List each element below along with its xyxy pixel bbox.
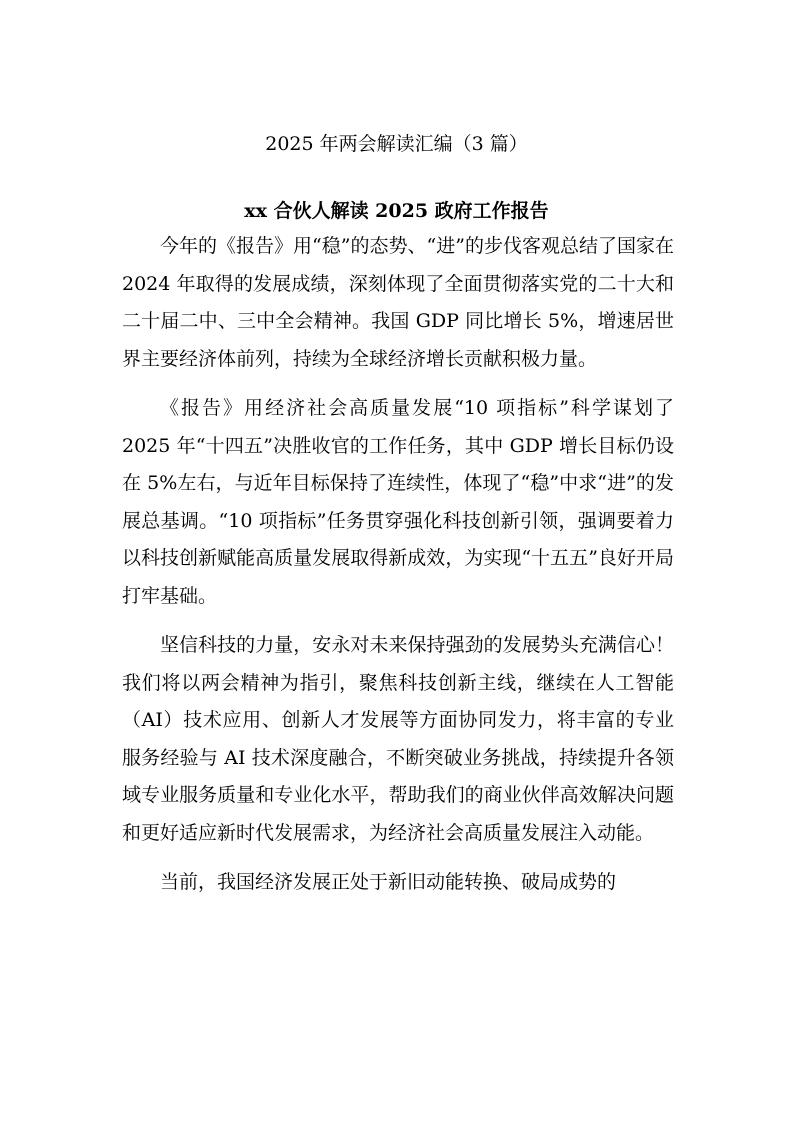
- paragraph-3: 坚信科技的力量，安永对未来保持强劲的发展势头充满信心！我们将以两会精神为指引，聚焦科技创新主线，继续在人工智能（AI）技术应用、创新人才发展等方面协同发力，将丰富的专业服务经验与 AI 技术深度融合，不断突破业务挑战，持续提升各领域专业服务质量和专业化水平，帮助我们的商业伙伴高效解决问题和更好适应新时代发展需求，为经济社会高质量发展注入动能。: [122, 634, 674, 844]
- paragraph-2: 《报告》用经济社会高质量发展“10 项指标”科学谋划了 2025 年“十四五”决胜收官的工作任务，其中 GDP 增长目标仍设在 5%左右，与近年目标保持了连续性，体现了“稳”中求“进”的发展总基调。“10 项指标”任务贯穿强化科技创新引领，强调要着力以科技创新赋能高质量发展取得新成效，为实现“十五五”良好开局打牢基础。: [122, 397, 674, 607]
- paragraph-1: 今年的《报告》用“稳”的态势、“进”的步伐客观总结了国家在 2024 年取得的发展成绩，深刻体现了全面贯彻落实党的二十大和二十届二中、三中全会精神。我国 GDP 同比增长 5%，增速居世界主要经济体前列，持续为全球经济增长贡献积极力量。: [122, 235, 674, 370]
- paragraph-4: 当前，我国经济发展正处于新旧动能转换、破局成势的: [160, 871, 617, 893]
- article-title: xx 合伙人解读 2025 政府工作报告: [244, 200, 549, 222]
- article-body: [122, 228, 674, 914]
- document-title: 2025 年两会解读汇编（3 篇）: [265, 133, 528, 155]
